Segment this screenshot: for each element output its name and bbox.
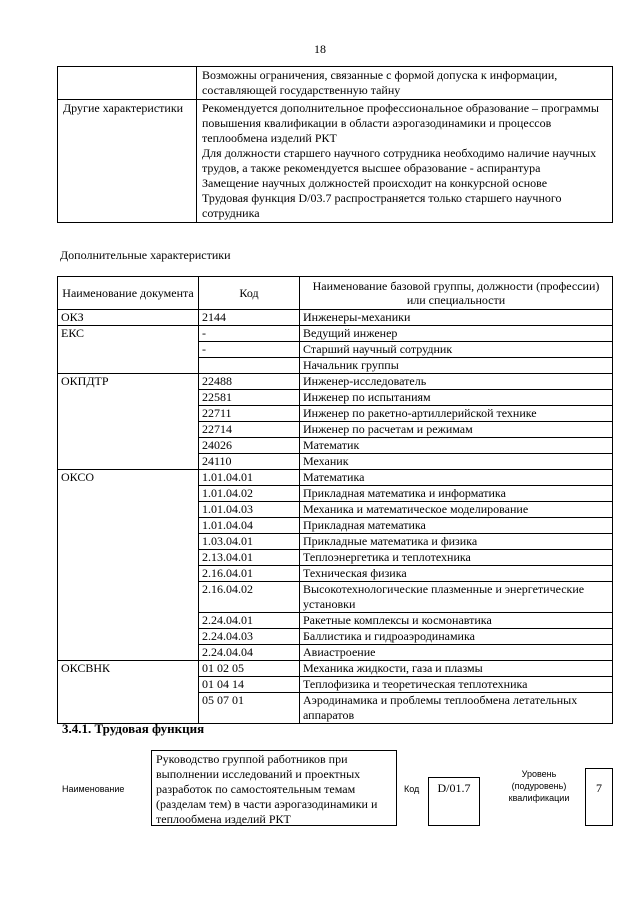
characteristic-line: Трудовая функция D/03.7 распространяется только старшего научного сотрудника xyxy=(202,191,562,220)
code-cell: 1.01.04.03 xyxy=(199,502,300,518)
code-cell: 2.13.04.01 xyxy=(199,550,300,566)
table-row xyxy=(58,661,613,677)
group-name-cell: Прикладная математика xyxy=(300,518,613,534)
code-label: Код xyxy=(404,784,420,794)
code-cell: 1.01.04.02 xyxy=(199,486,300,502)
characteristic-value xyxy=(197,100,613,223)
code-cell: 22711 xyxy=(199,406,300,422)
code-cell: 01 02 05 xyxy=(199,661,300,677)
code-cell: - xyxy=(199,326,300,342)
group-name-cell: Теплоэнергетика и теплотехника xyxy=(300,550,613,566)
group-name-cell: Ракетные комплексы и космонавтика xyxy=(300,613,613,629)
group-name-cell: Инженер по испытаниям xyxy=(300,390,613,406)
group-name-cell: Начальник группы xyxy=(300,358,613,374)
code-cell: 2.24.04.03 xyxy=(199,629,300,645)
section-heading: 3.4.1. Трудовая функция xyxy=(62,721,205,736)
group-name-cell: Механика и математическое моделирование xyxy=(300,502,613,518)
characteristic-label xyxy=(58,67,197,100)
code-cell: 24026 xyxy=(199,438,300,454)
characteristic-line: Возможны ограничения, связанные с формой допуска к информации, составляющей государственную тайну xyxy=(202,68,558,97)
document-cell: ЕКС xyxy=(58,326,199,374)
code-cell: 2144 xyxy=(199,310,300,326)
group-name-cell: Высокотехнологические плазменные и энергетические установки xyxy=(300,582,613,613)
group-name-cell: Техническая физика xyxy=(300,566,613,582)
name-label: Наименование xyxy=(62,784,125,794)
header-group: Наименование базовой группы, должности (профессии) или специальности xyxy=(300,277,613,310)
group-name-cell: Механика жидкости, газа и плазмы xyxy=(300,661,613,677)
group-name-cell: Прикладная математика и информатика xyxy=(300,486,613,502)
group-name-cell: Механик xyxy=(300,454,613,470)
code-cell: 2.16.04.02 xyxy=(199,582,300,613)
table-row xyxy=(58,310,613,326)
qualification-level-box: 7 xyxy=(585,768,613,826)
group-name-cell: Авиастроение xyxy=(300,645,613,661)
additional-characteristics-table xyxy=(57,276,613,724)
header-code: Код xyxy=(199,277,300,310)
function-name-box: Руководство группой работников при выполнении исследований и проектных разработок по самостоятельным темам (разделам тем) в части аэрогазодинамики и теплообмена изделий РКТ xyxy=(151,750,397,826)
group-name-cell: Баллистика и гидроаэродинамика xyxy=(300,629,613,645)
code-cell: 1.01.04.01 xyxy=(199,470,300,486)
group-name-cell: Математик xyxy=(300,438,613,454)
function-code-box: D/01.7 xyxy=(428,777,480,826)
document-cell: ОКЗ xyxy=(58,310,199,326)
characteristics-row xyxy=(58,67,613,100)
characteristics-table xyxy=(57,66,613,223)
characteristic-label: Другие характеристики xyxy=(58,100,197,223)
characteristic-line: Замещение научных должностей происходит на конкурсной основе xyxy=(202,176,548,190)
group-name-cell: Прикладные математика и физика xyxy=(300,534,613,550)
group-name-cell: Аэродинамика и проблемы теплообмена летательных аппаратов xyxy=(300,693,613,724)
code-cell: - xyxy=(199,342,300,358)
code-cell xyxy=(199,358,300,374)
group-name-cell: Инженер по ракетно-артиллерийской технике xyxy=(300,406,613,422)
code-cell: 24110 xyxy=(199,454,300,470)
code-cell: 01 04 14 xyxy=(199,677,300,693)
code-cell: 05 07 01 xyxy=(199,693,300,724)
code-cell: 22488 xyxy=(199,374,300,390)
group-name-cell: Теплофизика и теоретическая теплотехника xyxy=(300,677,613,693)
table-row xyxy=(58,374,613,390)
characteristic-line: Рекомендуется дополнительное профессиональное образование – программы повышения квалификации в области аэрогазодинамики и процессов теплообмена изделий РКТ xyxy=(202,101,599,145)
table-row xyxy=(58,326,613,342)
code-cell: 1.03.04.01 xyxy=(199,534,300,550)
code-cell: 2.16.04.01 xyxy=(199,566,300,582)
document-cell: ОКСО xyxy=(58,470,199,661)
code-cell: 2.24.04.04 xyxy=(199,645,300,661)
characteristic-value xyxy=(197,67,613,100)
page-number: 18 xyxy=(314,42,326,56)
group-name-cell: Инженер по расчетам и режимам xyxy=(300,422,613,438)
document-cell: ОКПДТР xyxy=(58,374,199,470)
document-cell: ОКСВНК xyxy=(58,661,199,724)
code-cell: 1.01.04.04 xyxy=(199,518,300,534)
additional-characteristics-title: Дополнительные характеристики xyxy=(60,248,231,262)
group-name-cell: Математика xyxy=(300,470,613,486)
table-row xyxy=(58,470,613,486)
level-label: Уровень (подуровень) квалификации xyxy=(508,769,570,803)
characteristics-row xyxy=(58,100,613,223)
header-document: Наименование документа xyxy=(58,277,199,310)
code-cell: 22581 xyxy=(199,390,300,406)
code-cell: 2.24.04.01 xyxy=(199,613,300,629)
group-name-cell: Старший научный сотрудник xyxy=(300,342,613,358)
group-name-cell: Ведущий инженер xyxy=(300,326,613,342)
code-cell: 22714 xyxy=(199,422,300,438)
group-name-cell: Инженеры-механики xyxy=(300,310,613,326)
characteristic-line: Для должности старшего научного сотрудника необходимо наличие научных трудов, а также рекомендуется высшее образование - аспирантура xyxy=(202,146,597,175)
group-name-cell: Инженер-исследователь xyxy=(300,374,613,390)
